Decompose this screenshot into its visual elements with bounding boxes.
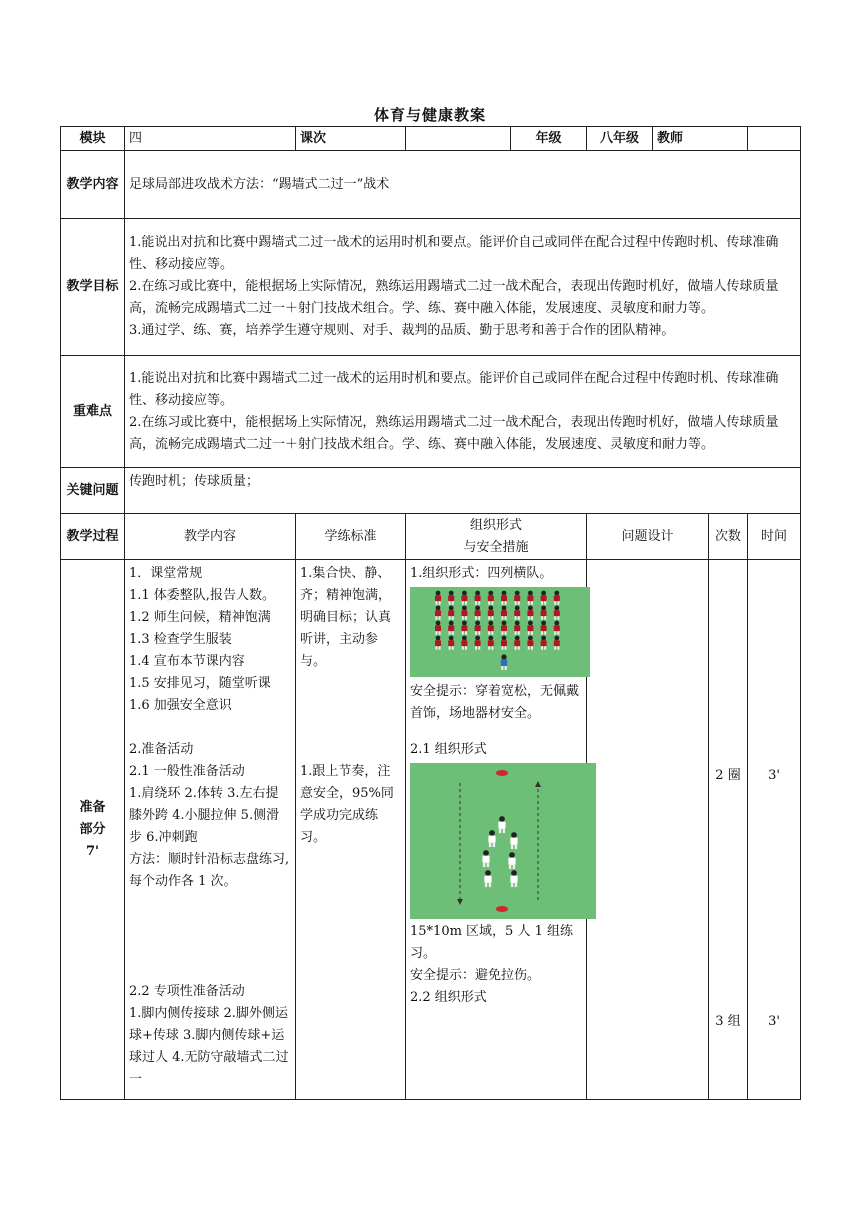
general-warmup-text: 1.肩绕环 2.体转 3.左右提膝外跨 4.小腿拉伸 5.侧滑步 6.冲刺跑 <box>129 786 280 845</box>
organization-form-2-2: 2.2 组织形式 <box>410 990 487 1005</box>
prep-label <box>61 560 125 1100</box>
student-figure <box>541 606 547 620</box>
key-point-item: 2.在练习或比赛中，能根据场上实际情况，熟练运用踢墙式二过一战术配合，表现出传跑时机好，做墙人传球质量高，流畅完成踢墙式二过一＋射门技战术组合。学、练、赛中融入体能，发展速度、灵敏度和耐力等。 <box>129 414 779 452</box>
student-figure <box>527 606 533 620</box>
student-figure <box>498 816 505 833</box>
four-lines-formation-image <box>410 587 590 677</box>
routine-item: 1.5 安排见习，随堂听课 <box>129 676 271 691</box>
special-warmup-title: 2.2 专项性准备活动 <box>129 984 245 999</box>
col-organization-line1: 组织形式 <box>469 517 522 533</box>
student-figure <box>527 636 533 650</box>
student-figure <box>461 606 467 620</box>
process-header-row <box>61 514 801 560</box>
objective-item: 2.在练习或比赛中，能根据场上实际情况，熟练运用踢墙式二过一战术配合，表现出传跑时机好，做墙人传球质量高，流畅完成踢墙式二过一＋射门技战术组合。学、练、赛中融入体能，发展速度、灵敏度和耐力等。 <box>129 279 779 316</box>
module-value: 四 <box>125 127 296 151</box>
col-time-header: 时间 <box>748 514 801 560</box>
student-figure <box>510 870 517 887</box>
lesson-label: 课次 <box>296 127 406 151</box>
general-warmup-method: 方法：顺时针沿标志盘练习,每个动作各 1 次。 <box>129 852 290 889</box>
student-figure <box>448 621 454 635</box>
student-figure <box>475 606 481 620</box>
col-organization-header <box>406 514 587 560</box>
organization-form-1: 1.组织形式：四列横队。 <box>410 566 553 581</box>
student-figure <box>475 591 481 605</box>
student-figure <box>435 621 441 635</box>
col-question-header: 问题设计 <box>587 514 709 560</box>
module-label: 模块 <box>61 127 125 151</box>
student-figure <box>482 850 489 867</box>
student-figure <box>488 621 494 635</box>
lesson-value <box>406 127 511 151</box>
running-area-image <box>410 763 596 919</box>
student-figure <box>527 591 533 605</box>
routine-item: 1.6 加强安全意识 <box>129 698 232 713</box>
routine-item: 1.3 检查学生服装 <box>129 632 232 647</box>
student-figure <box>510 832 517 849</box>
student-figure <box>435 591 441 605</box>
objectives-row <box>61 219 801 356</box>
student-figure <box>435 606 441 620</box>
key-point-item: 1.能说出对抗和比赛中踢墙式二过一战术的运用时机和要点。能评价自己或同伴在配合过程中传跑时机、传球准确性、移动接应等。 <box>129 370 779 408</box>
student-figure <box>461 591 467 605</box>
objective-item: 1.能说出对抗和比赛中踢墙式二过一战术的运用时机和要点。能评价自己或同伴在配合过程中传跑时机、传球准确性、移动接应等。 <box>129 235 779 272</box>
student-figure <box>508 852 515 869</box>
col-content-header: 教学内容 <box>125 514 296 560</box>
student-figure <box>501 636 507 650</box>
prep-time-cell <box>748 560 801 1100</box>
student-figure <box>488 636 494 650</box>
student-figure <box>501 621 507 635</box>
key-points-label: 重难点 <box>61 356 125 468</box>
student-figure <box>514 621 520 635</box>
student-figure <box>541 621 547 635</box>
col-count-header: 次数 <box>709 514 748 560</box>
prep-standard-cell <box>296 560 406 1100</box>
key-points-text <box>125 356 801 468</box>
cone-icon <box>496 906 508 912</box>
practice-area-text: 15*10m 区域，5 人 1 组练习。 <box>410 924 573 961</box>
student-figure <box>475 636 481 650</box>
key-issue-label: 关键问题 <box>61 468 125 514</box>
student-figure <box>488 591 494 605</box>
formation-diagram-area <box>410 763 596 919</box>
teacher-label: 教师 <box>653 127 748 151</box>
student-figure <box>554 636 560 650</box>
prep-organization-cell <box>406 560 587 1100</box>
prep-label-line2: 部分 <box>79 821 106 837</box>
header-row <box>61 127 801 151</box>
objectives-text <box>125 219 801 356</box>
student-figure <box>488 830 495 847</box>
grade-value: 八年级 <box>587 127 653 151</box>
key-issue-row <box>61 468 801 514</box>
grade-label: 年级 <box>511 127 587 151</box>
student-figure <box>514 606 520 620</box>
student-figure <box>448 636 454 650</box>
routine-item: 1.1 体委整队,报告人数。 <box>129 588 275 603</box>
student-figure <box>527 621 533 635</box>
student-figure <box>475 621 481 635</box>
objective-item: 3.通过学、练、赛，培养学生遵守规则、对手、裁判的品质、勤于思考和善于合作的团队精神。 <box>129 323 675 338</box>
key-issue-text: 传跑时机；传球质量； <box>125 468 801 514</box>
general-warmup-title: 2.1 一般性准备活动 <box>129 764 245 779</box>
process-label: 教学过程 <box>61 514 125 560</box>
prep-label-line3: 7' <box>85 843 100 859</box>
safety-tip-1: 安全提示：穿着宽松，无佩戴首饰，场地器材安全。 <box>410 684 580 721</box>
student-figure <box>501 591 507 605</box>
student-figure <box>514 636 520 650</box>
page-title: 体育与健康教案 <box>373 106 486 124</box>
prep-count-cell <box>709 560 748 1100</box>
content-row <box>61 151 801 219</box>
student-figure <box>461 636 467 650</box>
student-figure <box>514 591 520 605</box>
objectives-label: 教学目标 <box>61 219 125 356</box>
time-value: 3' <box>768 1014 780 1029</box>
prep-label-line1: 准备 <box>79 799 106 815</box>
content-text: 足球局部进攻战术方法：“踢墙式二过一”战术 <box>125 151 801 219</box>
formation-diagram-lines <box>410 587 590 677</box>
warmup-standard: 1.跟上节奏，注意安全，95%同学成功完成练习。 <box>300 764 394 845</box>
student-figure <box>435 636 441 650</box>
time-value: 3' <box>768 768 780 783</box>
count-value: 2 圈 <box>715 768 741 783</box>
student-figure <box>554 606 560 620</box>
student-figure <box>541 636 547 650</box>
safety-tip-2: 安全提示：避免拉伤。 <box>410 968 541 983</box>
content-label: 教学内容 <box>61 151 125 219</box>
prep-content-cell <box>125 560 296 1100</box>
routine-title: 1．课堂常规 <box>129 566 203 581</box>
col-organization-line2: 与安全措施 <box>463 539 529 555</box>
routine-item: 1.2 师生问候，精神饱满 <box>129 610 271 625</box>
student-figure <box>554 591 560 605</box>
student-figure <box>554 621 560 635</box>
special-warmup-text: 1.脚内侧传接球 2.脚外侧运球+传球 3.脚内侧传球+运球过人 4.无防守敲墙式二过一 <box>129 1006 289 1087</box>
col-standard-header: 学练标准 <box>296 514 406 560</box>
prep-row <box>61 560 801 1100</box>
student-figure <box>488 606 494 620</box>
student-figure <box>484 870 491 887</box>
routine-item: 1.4 宣布本节课内容 <box>129 654 245 669</box>
count-value: 3 组 <box>715 1014 741 1029</box>
student-figure <box>448 591 454 605</box>
student-figure <box>501 654 508 670</box>
teacher-value <box>748 127 801 151</box>
prep-question-cell <box>587 560 709 1100</box>
routine-standard: 1.集合快、静、齐；精神饱满，明确目标；认真听讲，主动参与。 <box>300 566 392 669</box>
student-figure <box>461 621 467 635</box>
warmup-title: 2.准备活动 <box>129 742 194 757</box>
lesson-plan-table <box>60 126 801 1100</box>
key-points-row <box>61 356 801 468</box>
organization-form-2-1: 2.1 组织形式 <box>410 742 487 757</box>
student-figure <box>541 591 547 605</box>
student-figure <box>448 606 454 620</box>
cone-icon <box>496 770 508 776</box>
student-figure <box>501 606 507 620</box>
